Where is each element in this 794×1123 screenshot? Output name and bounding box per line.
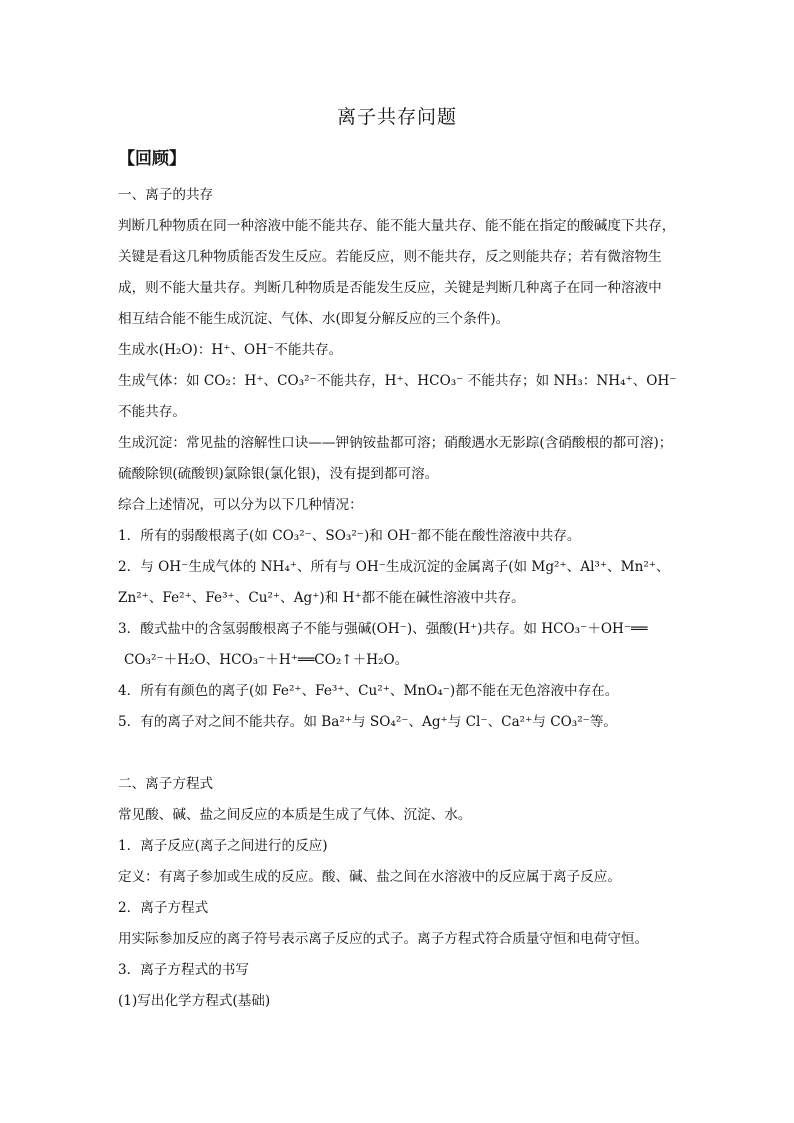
gas-rule-line: 不能共存。	[118, 404, 186, 420]
paragraph-line: 成，则不能大量共存。判断几种物质是否能发生反应，关键是判断几种离子在同一种溶液中	[118, 280, 662, 296]
case-item: Zn²⁺、Fe²⁺、Fe³⁺、Cu²⁺、Ag⁺)和 H⁺都不能在碱性溶液中共存。	[118, 590, 525, 606]
item-heading: 3．离子方程式的书写	[118, 962, 249, 978]
case-item: 4．所有有颜色的离子(如 Fe²⁺、Fe³⁺、Cu²⁺、MnO₄⁻)都不能在无色溶液中存在。	[118, 683, 619, 699]
case-item: 1．所有的弱酸根离子(如 CO₃²⁻、SO₃²⁻)和 OH⁻都不能在酸性溶液中共存。	[118, 528, 581, 544]
blank-line	[118, 738, 688, 769]
case-item: CO₃²⁻＋H₂O、HCO₃⁻＋H⁺══CO₂↑＋H₂O。	[124, 652, 409, 668]
summary-line: 综合上述情况，可以分为以下几种情况：	[118, 497, 363, 513]
case-item: 5．有的离子对之间不能共存。如 Ba²⁺与 SO₄²⁻、Ag⁺与 Cl⁻、Ca²⁺与 CO₃²⁻等。	[118, 714, 618, 730]
paragraph-line: 常见酸、碱、盐之间反应的本质是生成了气体、沉淀、水。	[118, 807, 472, 823]
review-heading: 【回顾】	[118, 149, 186, 169]
precipitate-rule-line: 生成沉淀：常见盐的溶解性口诀——钾钠铵盐都可溶；硝酸遇水无影踪(含硝酸根的都可溶)；	[118, 435, 673, 451]
document-body	[118, 180, 688, 1017]
section-heading-ionic-equation: 二、离子方程式	[118, 776, 214, 792]
gas-rule-line: 生成气体：如 CO₂：H⁺、CO₃²⁻不能共存，H⁺、HCO₃⁻ 不能共存；如 NH₃：NH₄⁺、OH⁻	[118, 373, 677, 389]
case-item: 3．酸式盐中的含氢弱酸根离子不能与强碱(OH⁻)、强酸(H⁺)共存。如 HCO₃⁻＋OH⁻══	[118, 621, 648, 637]
section-heading-coexistence: 一、离子的共存	[118, 187, 214, 203]
page-title: 离子共存问题	[336, 106, 457, 128]
paragraph-line: 相互结合能不能生成沉淀、气体、水(即复分解反应的三个条件)。	[118, 311, 510, 327]
case-item: 2．与 OH⁻生成气体的 NH₄⁺、所有与 OH⁻生成沉淀的金属离子(如 Mg²⁺、Al³⁺、Mn²⁺、	[118, 559, 670, 575]
paragraph-line: 关键是看这几种物质能否发生反应。若能反应，则不能共存，反之则能共存；若有微溶物生	[118, 249, 662, 265]
definition-line: 定义：有离子参加或生成的反应。酸、碱、盐之间在水溶液中的反应属于离子反应。	[118, 869, 621, 885]
step-line: (1)写出化学方程式(基础)	[118, 993, 271, 1009]
item-heading: 1．离子反应(离子之间进行的反应)	[118, 838, 328, 854]
definition-line: 用实际参加反应的离子符号表示离子反应的式子。离子方程式符合质量守恒和电荷守恒。	[118, 931, 649, 947]
item-heading: 2．离子方程式	[118, 900, 209, 916]
precipitate-rule-line: 硫酸除钡(硫酸钡)氯除银(氯化银)，没有提到都可溶。	[118, 466, 439, 482]
water-rule: 生成水(H₂O)：H⁺、OH⁻不能共存。	[118, 342, 343, 358]
paragraph-line: 判断几种物质在同一种溶液中能不能共存、能不能大量共存、能不能在指定的酸碱度下共存，	[118, 218, 676, 234]
